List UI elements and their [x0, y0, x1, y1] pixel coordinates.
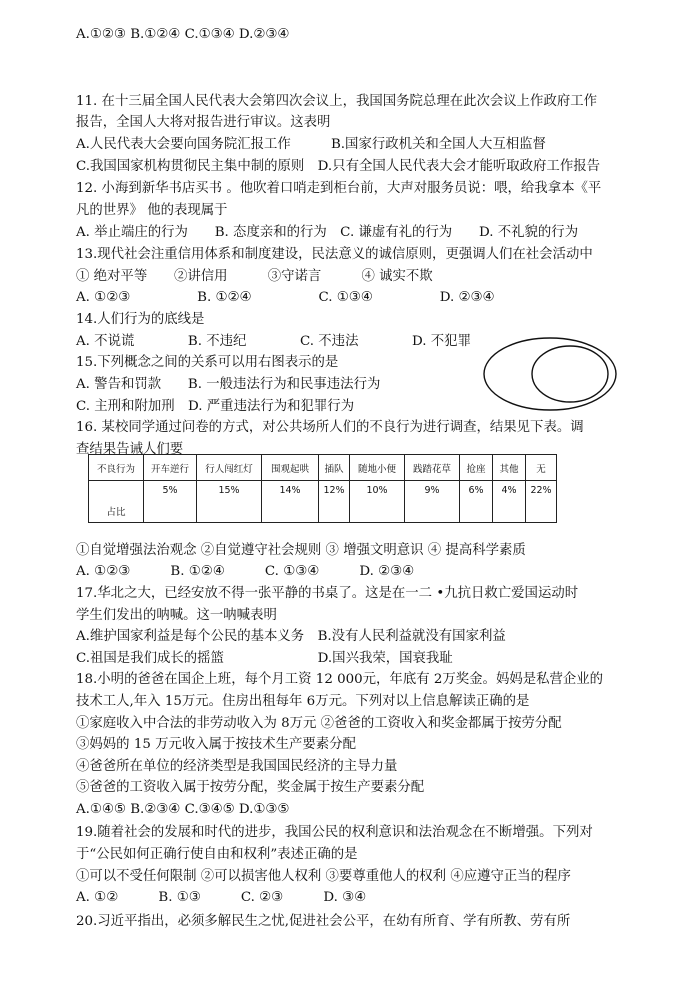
survey-value-cell: 12%: [319, 481, 350, 523]
text-line: 13.现代社会注重信用体系和制度建设，民法意义的诚信原则，更强调人们在社会活动中: [76, 247, 593, 262]
survey-header-cell: 行人闯红灯: [197, 455, 262, 481]
text-line: 17.华北之大，已经安放不得一张平静的书桌了。这是在一二 •九抗日救亡爱国运动时: [76, 586, 579, 601]
survey-table: [88, 454, 557, 523]
text-line: 查结果告诫人们要: [76, 442, 184, 457]
text-line: A.①②③ B.①②④ C.①③④ D.②③④: [76, 27, 290, 42]
text-line: 学生们发出的呐喊。这一呐喊表明: [76, 608, 277, 623]
survey-header-cell: 开车逆行: [144, 455, 197, 481]
survey-header-cell: 围观起哄: [262, 455, 319, 481]
survey-header-cell: 践踏花草: [405, 455, 460, 481]
survey-value-cell: 5%: [144, 481, 197, 523]
text-line: ①自觉增强法治观念 ②自觉遵守社会规则 ③ 增强文明意识 ④ 提高科学素质: [76, 543, 526, 558]
text-line: ①家庭收入中合法的非劳动收入为 8万元 ②爸爸的工资收入和奖金都属于按劳分配: [76, 716, 562, 731]
text-line: A. 警告和罚款 B. 一般违法行为和民事违法行为: [76, 377, 381, 392]
text-line: 14.人们行为的底线是: [76, 312, 205, 327]
text-line: A. 举止端庄的行为 B. 态度亲和的行为 C. 谦虚有礼的行为 D. 不礼貌的行为: [76, 225, 579, 240]
text-line: A.维护国家利益是每个公民的基本义务 B.没有人民利益就没有国家利益: [76, 629, 506, 644]
text-line: C.我国国家机构贯彻民主集中制的原则 D.只有全国人民代表大会才能听取政府工作报告: [76, 159, 600, 174]
text-line: 报告，全国人大将对报告进行审议。这表明: [76, 115, 331, 130]
survey-value-cell: 15%: [197, 481, 262, 523]
text-line: C. 主刑和附加刑 D. 严重违法行为和犯罪行为: [76, 399, 355, 414]
venn-diagram: [482, 336, 618, 412]
survey-header-cell: 随地小便: [350, 455, 405, 481]
text-line: ①可以不受任何限制 ②可以损害他人权利 ③要尊重他人的权利 ④应遵守正当的程序: [76, 869, 571, 884]
survey-row-label: 占比: [89, 481, 144, 523]
text-line: A. 不说谎 B. 不违纪 C. 不违法 D. 不犯罪: [76, 334, 471, 349]
survey-header-cell: 不良行为: [89, 455, 144, 481]
venn-inner-ellipse: [532, 346, 608, 402]
text-line: 16. 某校同学通过问卷的方式，对公共场所人们的不良行为进行调查，结果见下表。调: [76, 420, 584, 435]
survey-value-cell: 6%: [460, 481, 493, 523]
text-line: 19.随着社会的发展和时代的进步，我国公民的权利意识和法治观念在不断增强。下列对: [76, 825, 593, 840]
text-line: ③妈妈的 15 万元收入属于按技术生产要素分配: [76, 737, 356, 752]
text-line: 20.习近平指出，必须多解民生之忧,促进社会公平，在幼有所育、学有所教、劳有所: [76, 914, 571, 929]
survey-header-cell: 插队: [319, 455, 350, 481]
text-line: C.祖国是我们成长的摇篮 D.国兴我荣，国衰我耻: [76, 651, 453, 666]
venn-outer-ellipse: [484, 338, 616, 410]
text-line: A. ①② B. ①③ C. ②③ D. ③④: [76, 890, 367, 905]
survey-header-row: [89, 455, 557, 481]
text-line: 11. 在十三届全国人民代表大会第四次会议上，我国国务院总理在此次会议上作政府工作: [76, 94, 598, 109]
survey-value-row: [89, 481, 557, 523]
text-line: 18.小明的爸爸在国企上班，每个月工资 12 000元，年底有 2万奖金。妈妈是私营企业的: [76, 672, 604, 687]
text-line: ⑤爸爸的工资收入属于按劳分配，奖金属于按生产要素分配: [76, 780, 425, 795]
survey-header-cell: 无: [526, 455, 557, 481]
survey-header-cell: 抢座: [460, 455, 493, 481]
text-line: A. ①②③ B. ①②④ C. ①③④ D. ②③④: [76, 564, 415, 579]
survey-value-cell: 4%: [493, 481, 526, 523]
text-line: ① 绝对平等 ②讲信用 ③守诺言 ④ 诚实不欺: [76, 269, 433, 284]
survey-value-cell: 22%: [526, 481, 557, 523]
survey-header-cell: 其他: [493, 455, 526, 481]
survey-value-cell: 9%: [405, 481, 460, 523]
text-line: A.人民代表大会要向国务院汇报工作 B.国家行政机关和全国人大互相监督: [76, 137, 546, 152]
text-line: 于“公民如何正确行使自由和权利”表述正确的是: [76, 847, 358, 862]
text-line: ④爸爸所在单位的经济类型是我国国民经济的主导力量: [76, 759, 398, 774]
survey-value-cell: 10%: [350, 481, 405, 523]
survey-value-cell: 14%: [262, 481, 319, 523]
text-line: 12. 小海到新华书店买书 。他吹着口哨走到柜台前，大声对服务员说：喂，给我拿本《平: [76, 181, 602, 196]
text-line: A. ①②③ B. ①②④ C. ①③④ D. ②③④: [76, 290, 495, 305]
text-line: 15.下列概念之间的关系可以用右图表示的是: [76, 355, 339, 370]
text-line: 技术工人,年入 15万元。住房出租每年 6万元。下列对以上信息解读正确的是: [76, 694, 530, 709]
text-line: 凡的世界》 他的表现属于: [76, 203, 228, 218]
text-line: A.①④⑤ B.②③④ C.③④⑤ D.①③⑤: [76, 802, 290, 817]
